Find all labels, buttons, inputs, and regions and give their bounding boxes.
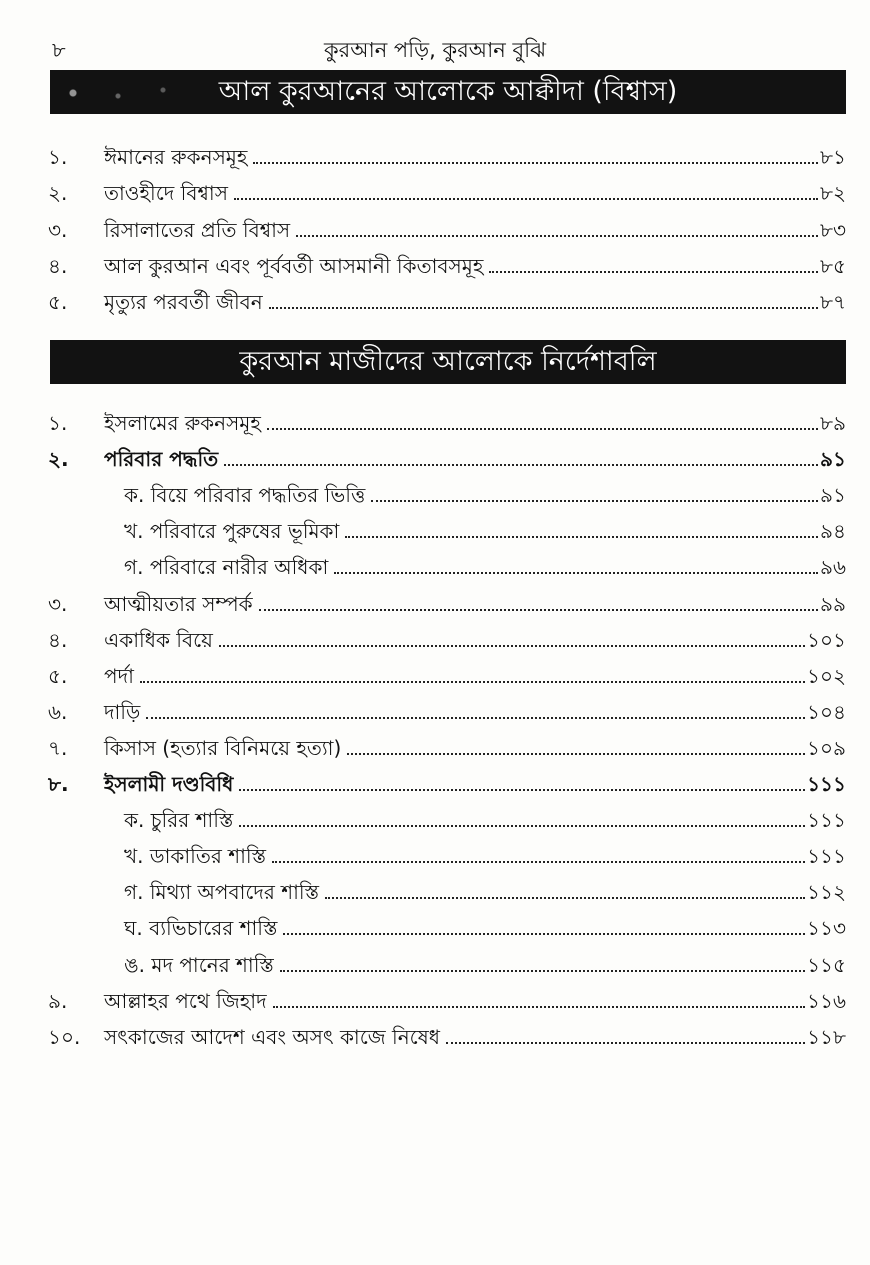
- entry-page-number: ৯৯: [820, 591, 846, 616]
- toc-entry: [0, 175, 870, 211]
- entry-title: একাধিক বিয়ে: [104, 627, 213, 652]
- entry-title: দাড়ি: [104, 699, 141, 724]
- dot-leader: [234, 176, 818, 200]
- entry-title: খ. ডাকাতির শাস্তি: [124, 844, 266, 869]
- entry-title: ঈমানের রুকনসমূহ: [104, 145, 248, 169]
- toc-subentry: [0, 910, 870, 946]
- entry-number: ৪.: [48, 253, 68, 278]
- entry-page-number: ৮৯: [820, 411, 846, 435]
- entry-number: ৭.: [48, 735, 68, 760]
- dot-leader: [269, 285, 818, 309]
- toc-entry: [0, 694, 870, 730]
- entry-page-number: ৯১: [820, 447, 846, 472]
- entry-line: [104, 139, 846, 175]
- toc-entry: [0, 139, 870, 175]
- entry-page-number: ১০৯: [807, 735, 846, 760]
- entry-line: [104, 175, 846, 211]
- entry-page-number: ৮৭: [820, 290, 846, 315]
- toc-entry: [0, 441, 870, 477]
- toc-entry: [0, 766, 870, 802]
- entry-title: ঙ. মদ পানের শাস্তি: [124, 952, 274, 977]
- entry-title: আল্লাহর পথে জিহাদ: [104, 988, 267, 1013]
- entry-number: ৩.: [48, 591, 68, 616]
- toc-subentry: [0, 874, 870, 910]
- entry-number: ১.: [48, 145, 68, 169]
- entry-line: [124, 513, 846, 549]
- dot-leader: [140, 659, 805, 683]
- dot-leader: [239, 803, 805, 827]
- dot-leader: [224, 442, 818, 466]
- page-number: ৮: [52, 38, 66, 62]
- entry-title: পর্দা: [104, 663, 134, 688]
- entry-line: [104, 586, 846, 622]
- entry-number: ৩.: [48, 217, 68, 242]
- toc-subentry: [0, 947, 870, 983]
- entry-page-number: ১০২: [807, 663, 846, 688]
- book-title: কুরআন পড়ি, কুরআন বুঝি: [323, 38, 547, 62]
- entry-page-number: ৯৬: [820, 555, 846, 580]
- dot-leader: [259, 587, 818, 611]
- toc-entry: [0, 1019, 870, 1055]
- dot-leader: [283, 911, 805, 935]
- entry-title: রিসালাতের প্রতি বিশ্বাস: [104, 217, 291, 242]
- dot-leader: [280, 948, 805, 972]
- entry-page-number: ১০১: [807, 627, 846, 652]
- entry-number: ৫.: [48, 290, 68, 315]
- toc-entry: [0, 658, 870, 694]
- toc-entry: [0, 248, 870, 284]
- entry-line: [124, 549, 846, 585]
- entry-line: [104, 658, 846, 694]
- toc-subentry: [0, 802, 870, 838]
- dot-leader: [446, 1020, 805, 1044]
- entry-page-number: ৮২: [820, 181, 846, 206]
- dot-leader: [345, 514, 818, 538]
- section-heading-text: আল কুরআনের আলোকে আক্বীদা (বিশ্বাস): [218, 76, 678, 107]
- entry-page-number: ৮১: [820, 145, 846, 169]
- entry-line: [104, 622, 846, 658]
- dot-leader: [239, 767, 805, 791]
- toc-entry: [0, 284, 870, 320]
- dot-leader: [146, 695, 805, 719]
- entry-number: ৪.: [48, 627, 68, 652]
- entry-line: [104, 694, 846, 730]
- entry-page-number: ১১১: [807, 844, 846, 869]
- entry-title: পরিবার পদ্ধতি: [104, 447, 219, 472]
- entry-number: ৬.: [48, 699, 68, 724]
- dot-leader: [272, 839, 805, 863]
- print-smudge: [58, 78, 208, 108]
- dot-leader: [253, 140, 818, 164]
- toc-subentry: [0, 477, 870, 513]
- section-heading-text: কুরআন মাজীদের আলোকে নির্দেশাবলি: [239, 346, 657, 377]
- entry-number: ২.: [48, 447, 69, 472]
- entry-line: [104, 248, 846, 284]
- toc-subentry: [0, 838, 870, 874]
- dot-leader: [219, 623, 805, 647]
- entry-line: [124, 477, 846, 513]
- section-heading-guidance: [50, 340, 846, 384]
- toc-entry: [0, 405, 870, 441]
- entry-title: সৎকাজের আদেশ এবং অসৎ কাজে নিষেধ: [104, 1024, 440, 1049]
- dot-leader: [325, 875, 805, 899]
- entry-line: [124, 838, 846, 874]
- entry-page-number: ৯৪: [820, 519, 846, 544]
- dot-leader: [267, 406, 818, 430]
- entry-title: কিসাস (হত্যার বিনিময়ে হত্যা): [104, 735, 342, 760]
- entry-line: [124, 802, 846, 838]
- entry-line: [124, 874, 846, 910]
- entry-title: আল কুরআন এবং পূর্ববর্তী আসমানী কিতাবসমূহ: [104, 253, 484, 278]
- entry-number: ৮.: [48, 772, 69, 796]
- entry-title: মৃত্যুর পরবর্তী জীবন: [104, 290, 263, 315]
- entry-line: [104, 441, 846, 477]
- entry-line: [104, 766, 846, 802]
- entry-line: [104, 405, 846, 441]
- dot-leader: [273, 984, 805, 1008]
- entry-page-number: ৮৫: [820, 253, 846, 278]
- entry-line: [104, 212, 846, 248]
- entry-line: [124, 910, 846, 946]
- entry-line: [104, 284, 846, 320]
- entry-line: [104, 730, 846, 766]
- entry-number: ২.: [48, 181, 68, 206]
- entry-line: [104, 983, 846, 1019]
- toc-entry: [0, 212, 870, 248]
- entry-title: ঘ. ব্যভিচারের শাস্তি: [124, 916, 278, 941]
- entry-title: আত্মীয়তার সম্পর্ক: [104, 591, 253, 616]
- entry-page-number: ১১৮: [807, 1024, 846, 1049]
- entry-page-number: ১১৩: [807, 916, 846, 941]
- entry-number: ৫.: [48, 663, 68, 688]
- dot-leader: [489, 249, 818, 273]
- entry-number: ১০.: [48, 1024, 81, 1049]
- entry-title: ইসলামী দণ্ডবিধি: [104, 772, 234, 796]
- entry-line: [104, 1019, 846, 1055]
- entry-line: [124, 947, 846, 983]
- entry-page-number: ১১৫: [807, 952, 846, 977]
- entry-number: ৯.: [48, 988, 68, 1013]
- entry-page-number: ৮৩: [820, 217, 846, 242]
- toc-entry: [0, 983, 870, 1019]
- entry-title: গ. মিথ্যা অপবাদের শাস্তি: [124, 880, 320, 905]
- toc-entry: [0, 730, 870, 766]
- dot-leader: [347, 731, 805, 755]
- entry-title: ক. চুরির শাস্তি: [124, 808, 234, 833]
- entry-title: ইসলামের রুকনসমূহ: [104, 411, 261, 435]
- dot-leader: [296, 213, 818, 237]
- entry-page-number: ১১১: [807, 808, 846, 833]
- entry-number: ১.: [48, 411, 68, 435]
- entry-page-number: ১১১: [807, 772, 846, 796]
- dot-leader: [334, 550, 818, 574]
- toc-entry: [0, 622, 870, 658]
- section-heading-aqidah: [50, 70, 846, 114]
- entry-page-number: ১১২: [807, 880, 846, 905]
- entry-page-number: ১০৪: [807, 699, 846, 724]
- entry-title: গ. পরিবারে নারীর অধিকা: [124, 555, 329, 580]
- toc-subentry: [0, 549, 870, 585]
- toc-entry: [0, 586, 870, 622]
- entry-page-number: ১১৬: [807, 988, 846, 1013]
- entry-title: তাওহীদে বিশ্বাস: [104, 181, 228, 206]
- entry-page-number: ৯১: [820, 483, 846, 508]
- dot-leader: [371, 478, 818, 502]
- running-header: [0, 34, 870, 66]
- toc-subentry: [0, 513, 870, 549]
- entry-title: খ. পরিবারে পুরুষের ভূমিকা: [124, 519, 340, 544]
- entry-title: ক. বিয়ে পরিবার পদ্ধতির ভিত্তি: [124, 483, 366, 508]
